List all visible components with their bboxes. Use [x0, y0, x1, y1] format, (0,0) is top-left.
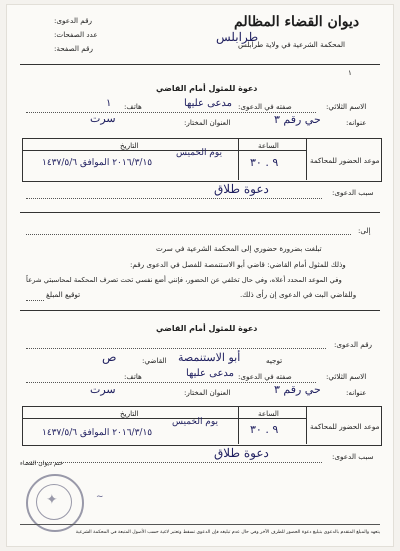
s1-mukhtar-label: العنوان المختار: [184, 118, 231, 127]
s1-address-value: حي رقم ٣ [274, 113, 321, 126]
notice-line3: وفي الموعد المحدد أعلاه، وفي حال تخلفي عن الحضور، فإنني أضع نفسي تحت تصرف المحكمة لمحاسبتي شرعاً [26, 276, 342, 284]
s2-table-header-line [22, 418, 306, 419]
s1-subject-value: دعوة طلاق [214, 182, 269, 196]
section1-title: دعوة للمثول أمام القاضي [156, 84, 258, 93]
s1-name-line [26, 112, 316, 113]
s2-address-value: حي رقم ٣ [274, 383, 321, 396]
s1-subject-line [26, 198, 322, 199]
s2-appointment-label: موعد الحضور للمحاكمة [310, 422, 380, 431]
s1-time-value: ٩ . ٣٠ [250, 156, 279, 169]
s2-day-value: يوم الخميس [172, 417, 219, 427]
s2-address-label: عنوانه: [346, 388, 367, 397]
stamp-caption: ختم ديوان القضاء [20, 460, 64, 467]
section-divider-2 [20, 310, 380, 311]
s2-case-line [26, 348, 326, 349]
s1-phone-label: هاتف: [124, 102, 142, 111]
s2-time-value: ٩ . ٣٠ [250, 423, 279, 436]
notice-line4: وللقاضي البت في الدعوى إن رأى ذلك. [240, 290, 357, 299]
s2-judge-label: توجيه [266, 356, 283, 365]
court-name: المحكمة الشرعية في ولاية طرابلس [238, 40, 346, 49]
s1-role-value: مدعى عليها [184, 98, 233, 109]
s2-case-number-label: رقم الدعوى: [334, 340, 372, 349]
notice-intro: إلى: [358, 226, 371, 235]
s1-appointment-label: موعد الحضور للمحاكمة [310, 156, 380, 165]
s1-address-label: عنوانه: [346, 118, 367, 127]
s1-time-header: الساعة [258, 141, 279, 150]
s2-role-label: صفته في الدعوى: [238, 372, 292, 381]
s1-role-label: صفته في الدعوى: [238, 102, 292, 111]
s1-table-divider [306, 138, 307, 180]
document-page [6, 4, 394, 547]
s1-date-value: ٢٠١٦/٣/١٥ الموافق ١٤٣٧/٥/٦ [42, 158, 153, 168]
case-number-label: رقم الدعوى: [54, 16, 92, 25]
s2-full-name-label: الاسم الثلاثي: [326, 372, 367, 381]
s2-subject-value: دعوة طلاق [214, 446, 269, 460]
s1-subject-label: سبب الدعوى: [332, 188, 374, 197]
s1-table-header-line [22, 150, 306, 151]
s2-subject-label: سبب الدعوى: [332, 452, 374, 461]
s2-name-line [26, 382, 316, 383]
notice-signature-label: توقيع المبلغ [46, 290, 81, 299]
s2-mukhtar-label: العنوان المختار: [184, 388, 231, 397]
stamp-signature: ~ [96, 492, 104, 502]
notice-line1: تبلغت بضرورة حضوري إلى المحكمة الشرعية في سرت [156, 244, 322, 253]
notice-intro-line [26, 234, 351, 235]
notice-line2: وذلك للمثول أمام القاضي: قاضي أبو الاستنمصة للفصل في الدعوى رقم: [130, 260, 346, 269]
s2-judge-suffix: القاضي: [142, 356, 167, 365]
footer-note: يتعهد والمبلغ المتقدم بالدعوى بتبليغ دعوة الحضور للطرف الآخر وفي حال عدم تبليغه فإن الدعوى تسقط وتعتبر لاغية حسب الأصول المتبعة في المحكمة الشرعية [75, 530, 380, 535]
section2-title: دعوة للمثول أمام القاضي [156, 324, 258, 333]
s2-phone-label: هاتف: [124, 372, 142, 381]
s1-phone-value: ١ [106, 98, 112, 109]
s1-table-divider-2 [238, 138, 239, 180]
s1-full-name-label: الاسم الثلاثي: [326, 102, 367, 111]
page-mark: ١ [348, 68, 352, 77]
s2-judge-value: أبو الاستنمصة [178, 351, 241, 364]
stamp-star-icon: ✦ [46, 492, 58, 508]
s1-mukhtar-value: سرت [90, 112, 116, 125]
s2-table-divider [306, 406, 307, 444]
s2-date-value: ٢٠١٦/٣/١٥ الموافق ١٤٣٧/٥/٦ [42, 428, 153, 438]
s2-subject-line [26, 462, 322, 463]
s1-date-header: التاريخ [120, 141, 139, 150]
notice-signature-line [26, 300, 44, 301]
s2-date-header: التاريخ [120, 409, 139, 418]
handwritten-region: طرابلس [216, 30, 259, 44]
office-title: ديوان القضاء المظالم [234, 14, 360, 30]
page-number-label: رقم الصفحة: [54, 44, 93, 53]
s2-time-header: الساعة [258, 409, 279, 418]
s2-mukhtar-value: سرت [90, 383, 116, 396]
section-divider-1 [20, 212, 380, 213]
s2-judge-mark: ص [102, 350, 117, 364]
s2-role-value: مدعى عليها [186, 368, 235, 379]
pages-count-label: عدد الصفحات: [54, 30, 98, 39]
s2-table-divider-2 [238, 406, 239, 444]
footer-divider [20, 524, 380, 525]
s1-day-value: يوم الخميس [176, 148, 223, 158]
header-divider [20, 64, 380, 65]
